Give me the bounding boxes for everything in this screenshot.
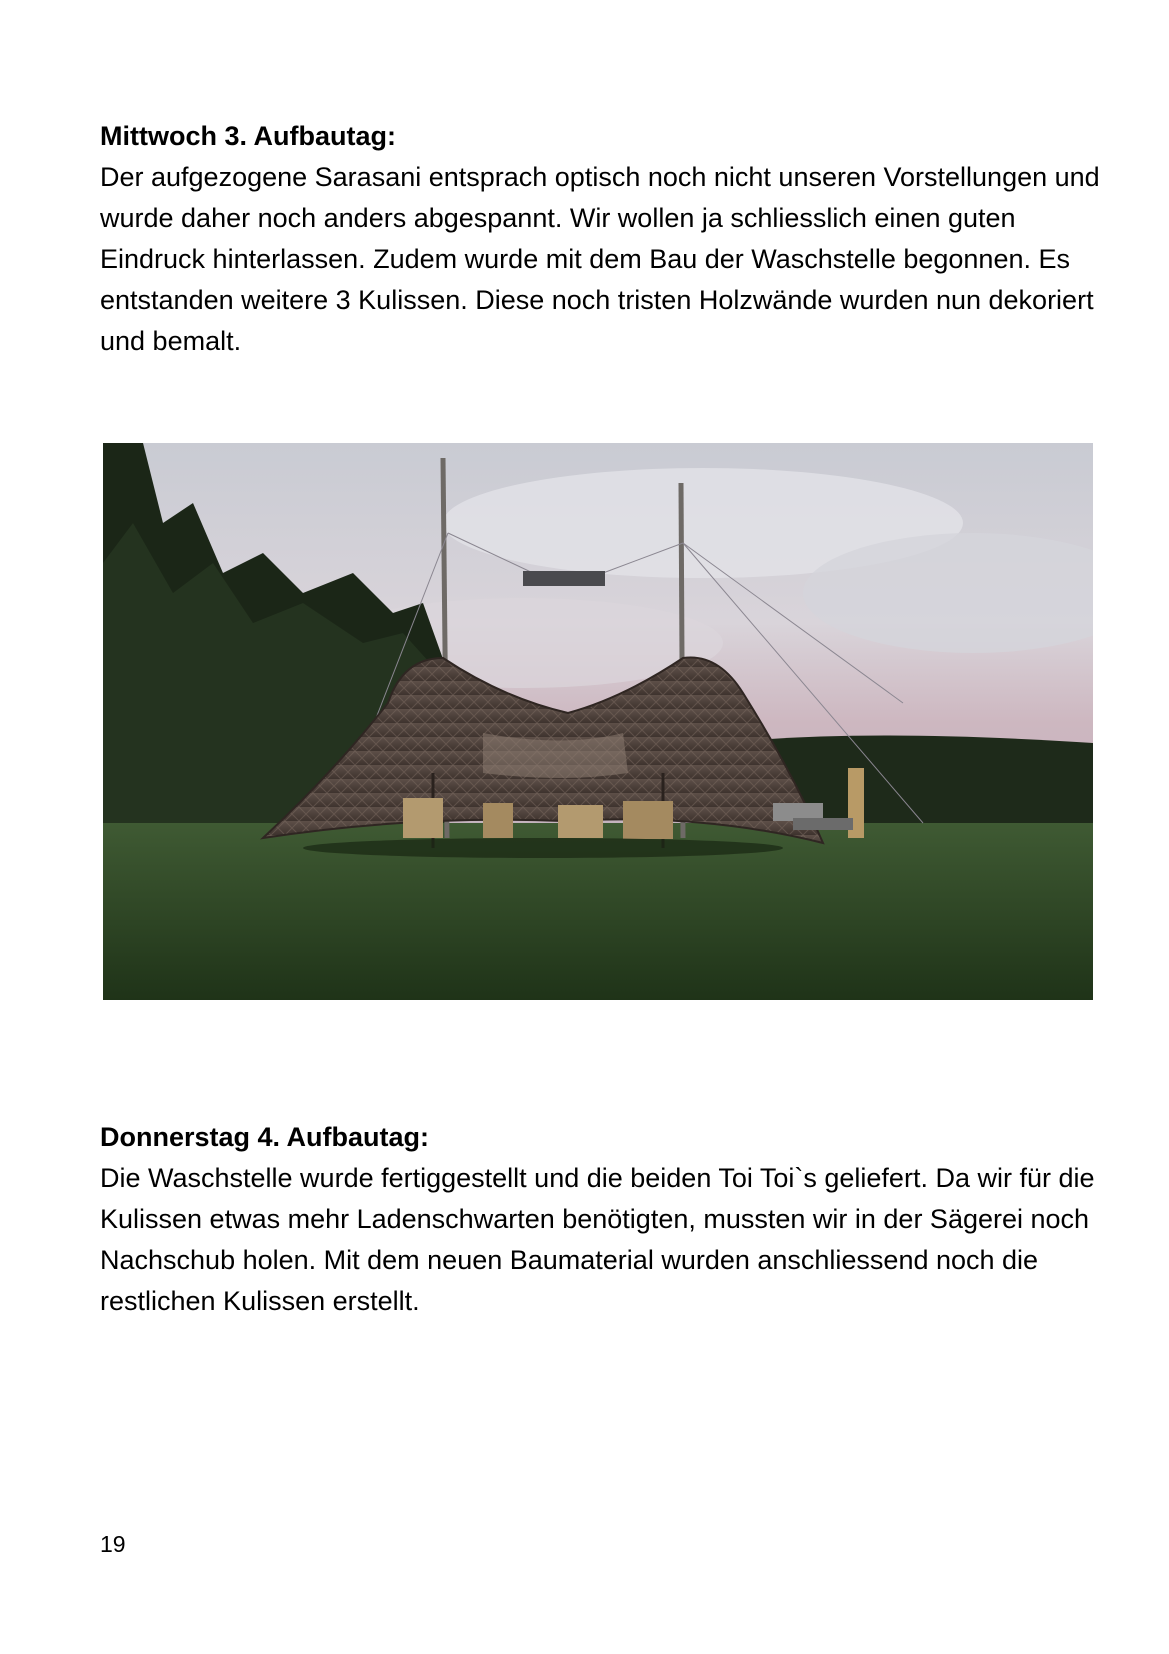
section-paragraph: Die Waschstelle wurde fertiggestellt und die beiden Toi Toi`s geliefert. Da wir für die Kulissen etwas mehr Ladenschwarten benötigten, mussten wir in der Sägerei noch Nachschub holen. Mit dem neuen Baumaterial wurden anschliessend noch die restlichen Kulissen erstellt.	[100, 1163, 1095, 1316]
section-wednesday	[100, 116, 1100, 362]
section-paragraph: Der aufgezogene Sarasani entsprach optisch noch nicht unseren Vorstellungen und wurde daher noch anders abgespannt. Wir wollen ja schliesslich einen guten Eindruck hinterlassen. Zudem wurde mit dem Bau der Waschstelle begonnen. Es entstanden weitere 3 Kulissen. Diese noch tristen Holzwände wurden nun dekoriert und bemalt.	[100, 162, 1100, 356]
sarasani-tent-photo	[103, 443, 1093, 1000]
section-heading: Mittwoch 3. Aufbautag:	[100, 121, 396, 151]
page-number: 19	[100, 1531, 126, 1557]
section-heading: Donnerstag 4. Aufbautag:	[100, 1122, 430, 1152]
section-thursday	[100, 1117, 1100, 1322]
